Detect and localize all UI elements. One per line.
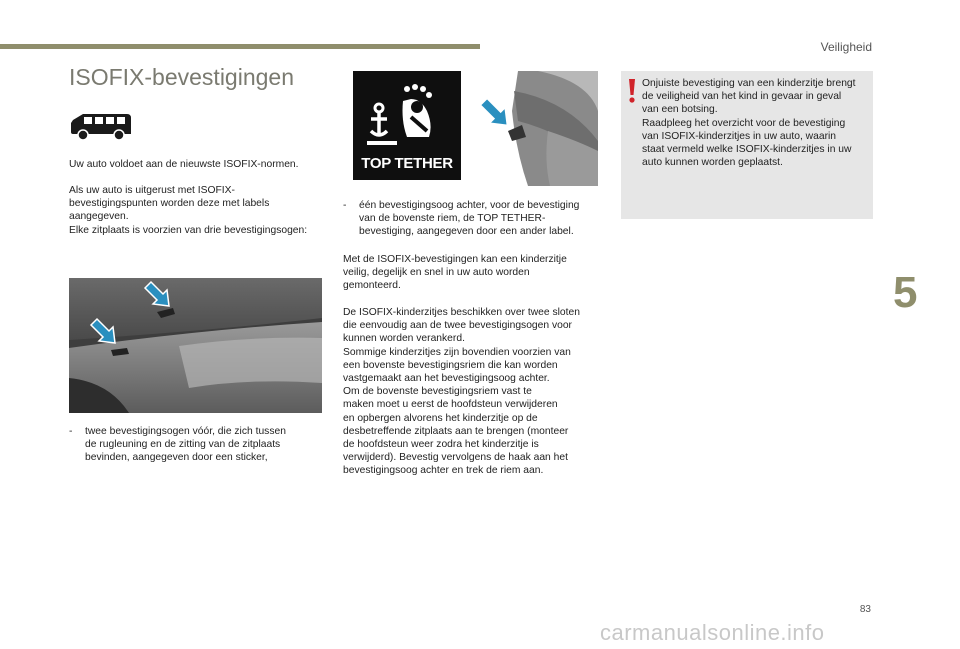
- text-line: auto kunnen worden geplaatst.: [642, 157, 783, 169]
- text-line: verwijderd). Bevestig vervolgens de haak aan het: [343, 452, 568, 464]
- text-line: Raadpleeg het overzicht voor de bevestiging: [642, 117, 846, 129]
- text-line: staat vermeld welke ISOFIX-kinderzitjes in uw: [642, 144, 852, 156]
- text-line: Elke zitplaats is voorzien van drie bevestigingsogen:: [69, 224, 308, 236]
- bullet-dash: -: [69, 426, 73, 437]
- text-line: één bevestigingsoog achter, voor de bevestiging: [359, 200, 580, 211]
- text-line: de veiligheid van het kind in gevaar in geval: [642, 91, 842, 103]
- anchor-description: [69, 184, 331, 237]
- rear-anchor-bullet: [343, 199, 601, 239]
- text-line: Om de bovenste bevestigingsriem vast te: [343, 386, 532, 398]
- text-line: van ISOFIX-kinderzitjes in uw auto, waarin: [642, 130, 837, 142]
- arrow-icon: [143, 280, 173, 310]
- text-line: van een botsing.: [642, 104, 718, 116]
- text-line: en opbergen alvorens het kinderzitje op de: [343, 412, 538, 424]
- text-line: de hoofdsteun weer zodra het kinderzitje is: [343, 439, 539, 451]
- top-tether-label: [353, 71, 461, 180]
- arrow-icon: [478, 96, 512, 130]
- warning-text: [642, 77, 870, 169]
- text-line: gemonteerd.: [343, 280, 401, 292]
- text-line: twee bevestigingsogen vóór, die zich tussen: [85, 426, 286, 437]
- text-line: vastgemaakt aan het bevestigingsoog achter.: [343, 373, 550, 385]
- warning-box: [621, 71, 873, 219]
- text-line: aangegeven.: [69, 211, 129, 223]
- text-line: bevestigingspunten worden deze met labels: [69, 198, 270, 210]
- text-line: die eenvoudig aan de twee bevestigingsogen voor: [343, 320, 572, 332]
- top-tether-text: TOP TETHER: [361, 155, 453, 172]
- isofix-seat-paragraph: [343, 306, 605, 478]
- text-line: Sommige kinderzitjes zijn bovendien voorzien van: [343, 346, 571, 358]
- text-line: Met de ISOFIX-bevestigingen kan een kinderzitje: [343, 254, 567, 265]
- child-seat-anchor-icon: [367, 81, 447, 147]
- bullet-dash: -: [343, 200, 347, 211]
- front-anchors-bullet: [69, 425, 331, 465]
- watermark: carmanualsonline.info: [600, 620, 825, 645]
- text-line: bevestigingsoog achter en trek de riem aan.: [343, 465, 544, 477]
- text-line: desbetreffende zitplaats aan te brengen (monteer: [343, 425, 569, 437]
- text-line: maken moet u eerst de hoofdsteun verwijderen: [343, 399, 558, 411]
- text-line: bevestiging, aangegeven door een ander label.: [359, 226, 574, 238]
- van-icon: [69, 110, 133, 144]
- chapter-number: 5: [893, 268, 918, 317]
- header-bar: [0, 44, 480, 49]
- isofix-benefit-paragraph: [343, 253, 601, 293]
- text-line: kunnen worden verankerd.: [343, 333, 465, 345]
- section-title: Veiligheid: [820, 40, 872, 54]
- text-line: de rugleuning en de zitting van de zitplaats: [85, 439, 281, 451]
- page-number: 83: [859, 604, 871, 615]
- intro-paragraph: Uw auto voldoet aan de nieuwste ISOFIX-normen.: [69, 159, 299, 170]
- arrow-icon: [89, 317, 119, 347]
- text-line: een bovenste bevestigingsriem die kan worden: [343, 359, 558, 371]
- text-line: Onjuiste bevestiging van een kinderzitje brengt: [642, 78, 856, 89]
- warning-icon: [628, 79, 636, 103]
- text-line: bevinden, aangegeven door een sticker,: [85, 452, 268, 464]
- text-line: van de bovenste riem, de TOP TETHER-: [359, 213, 546, 225]
- text-line: veilig, degelijk en snel in uw auto worden: [343, 267, 530, 279]
- text-line: De ISOFIX-kinderzitjes beschikken over twee sloten: [343, 307, 580, 318]
- page-title: ISOFIX-bevestigingen: [69, 64, 295, 90]
- text-line: Als uw auto is uitgerust met ISOFIX-: [69, 185, 235, 196]
